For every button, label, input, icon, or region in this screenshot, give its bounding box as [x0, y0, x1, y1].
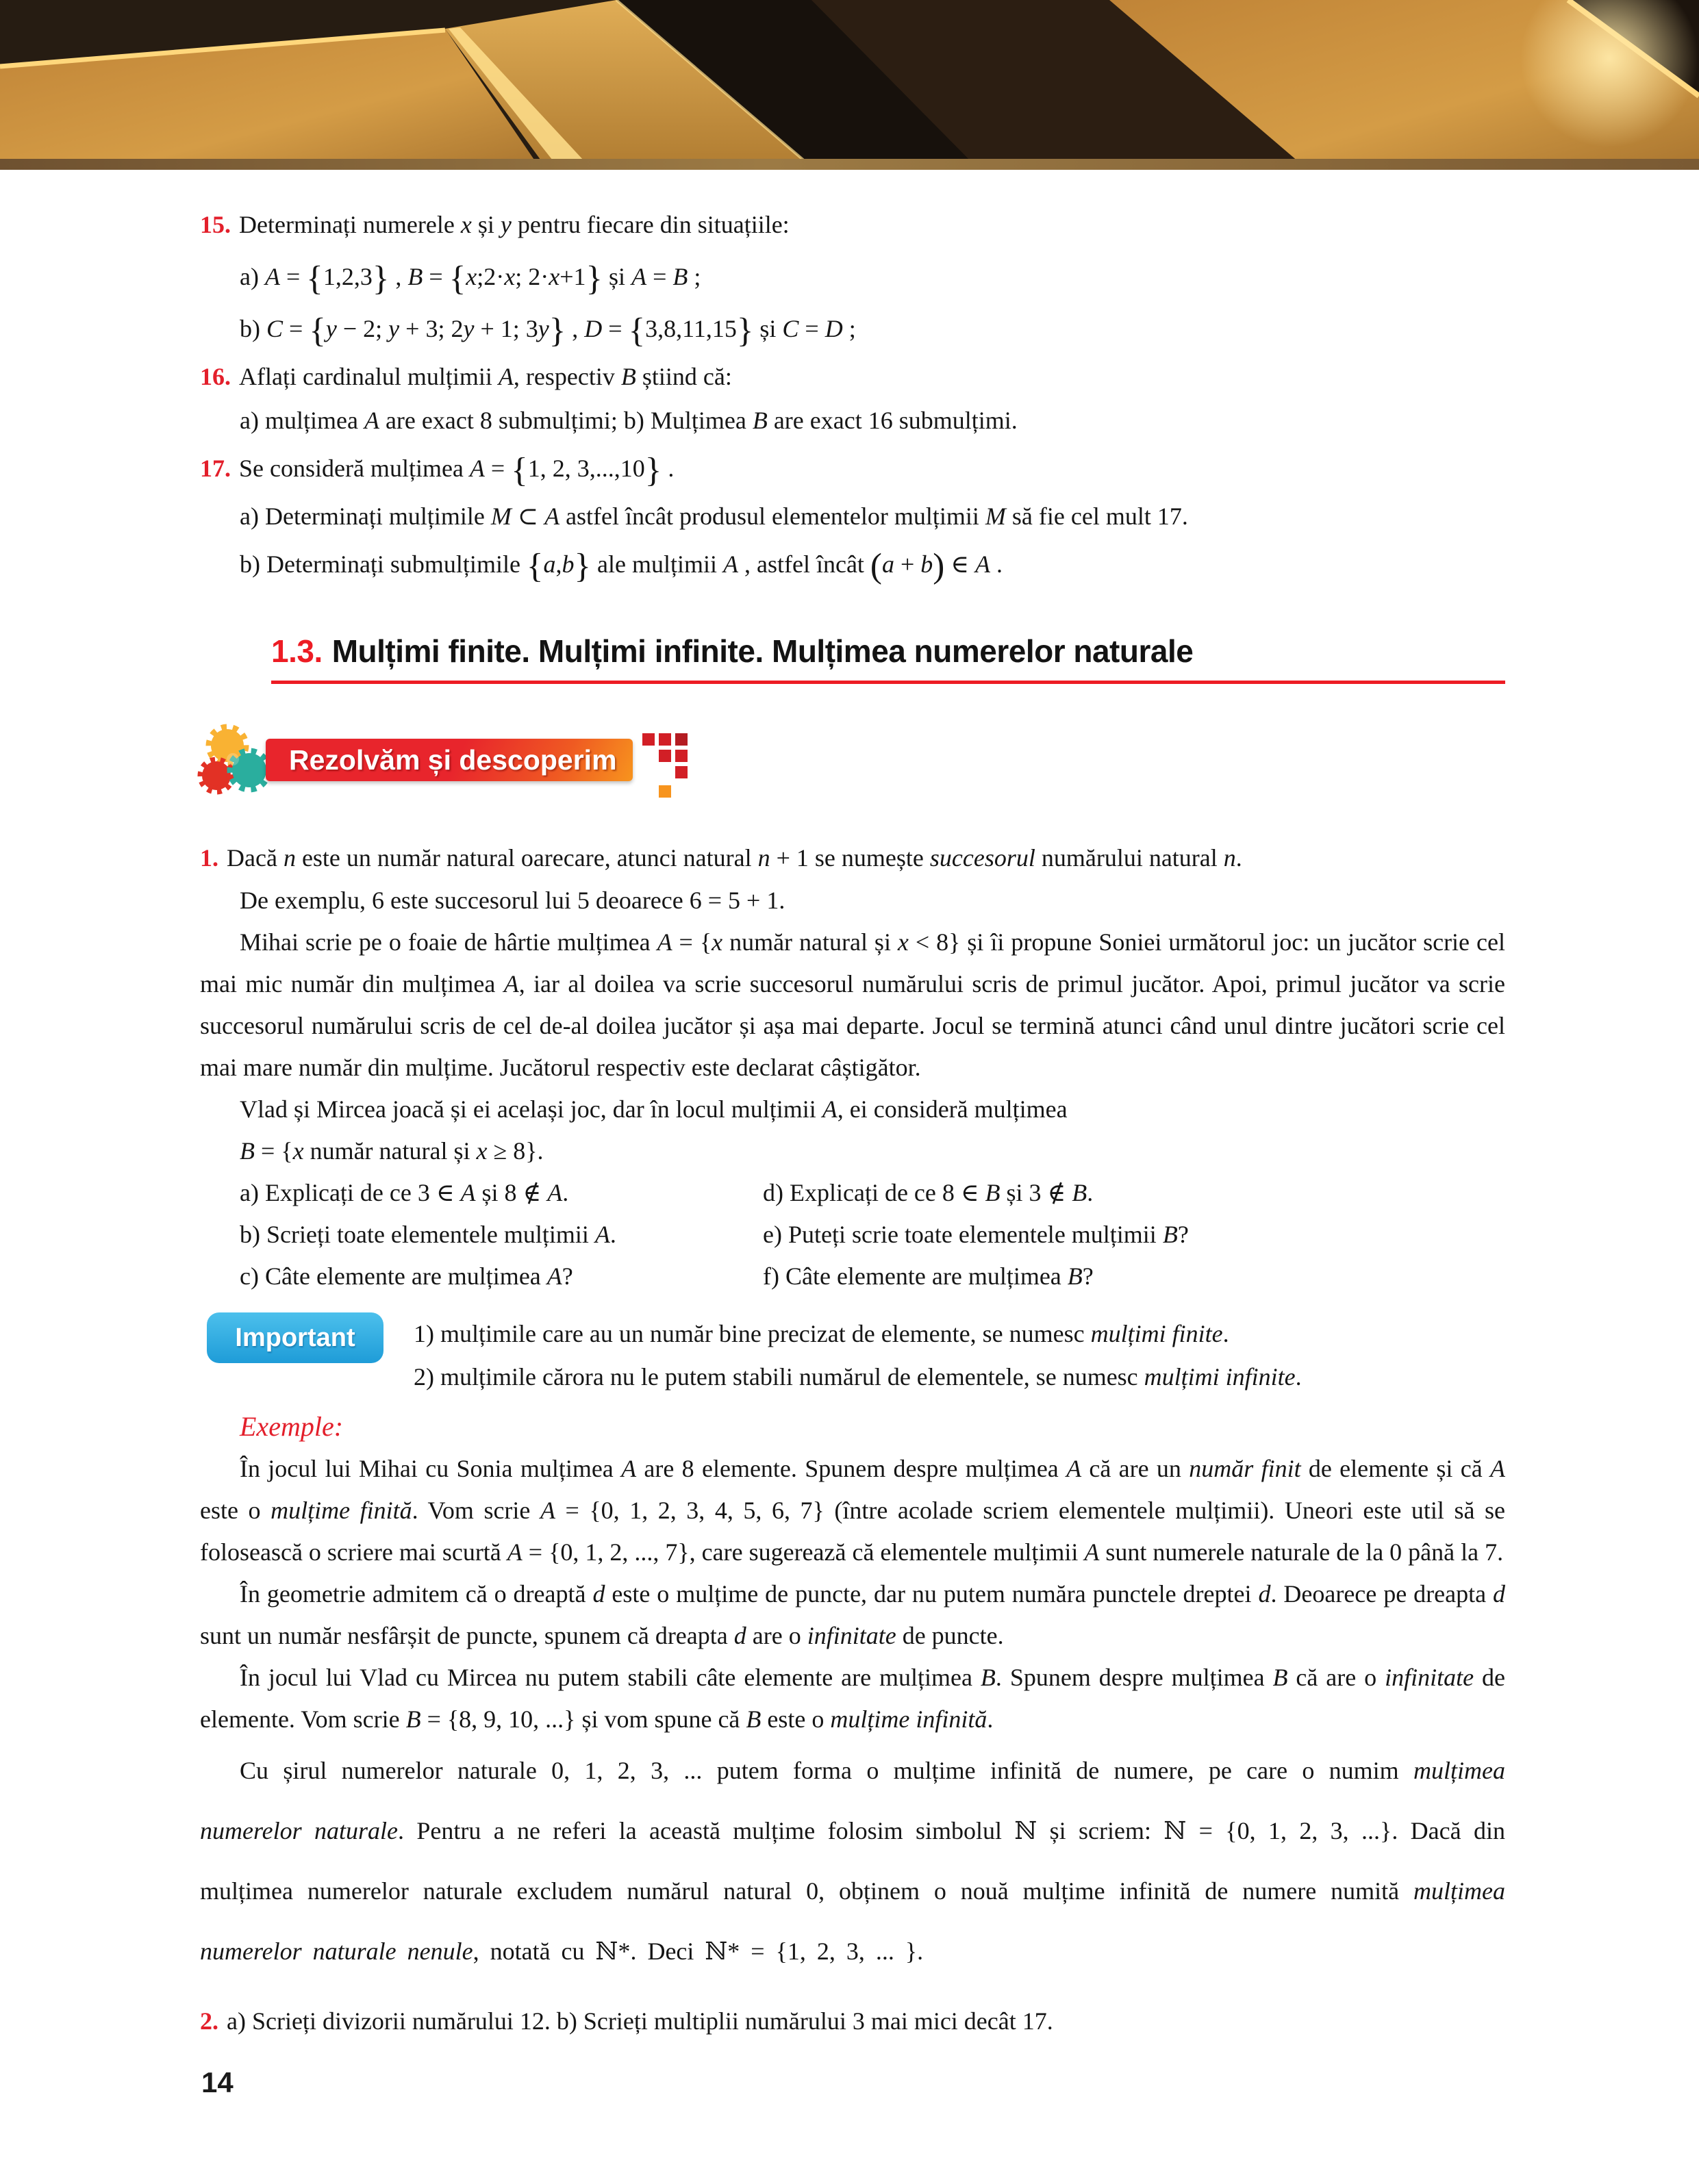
paragraph-geometry-line	[200, 1573, 1505, 1657]
text-run: 3,8,11,15	[645, 315, 737, 342]
text-run: , iar al doilea va scrie succesorul numărului scris de primul jucător. Apoi, primul jucător va scrie succesorul numărului scris de cel de-al doilea jucător și așa mai departe. Jocul se termină atunci când unul dintre jucători scrie cel mai mare număr din mulțime. Jucătorul respectiv este declarat câștigător.	[200, 970, 1505, 1081]
text-run: de puncte.	[896, 1622, 1004, 1649]
section-number: 1.3.	[271, 633, 323, 669]
exercise-text	[227, 2007, 1053, 2035]
text-run: A	[631, 263, 647, 290]
text-run: a) Scrieți divizorii numărului 12. b) Scrieți multiplii numărului 3 mai mici decât 17.	[227, 2007, 1053, 2035]
text-run: .	[1295, 1363, 1302, 1391]
text-run: ?	[1177, 1221, 1189, 1248]
problem-2	[200, 1999, 1505, 2043]
text-run: = {8, 9, 10, ...} și vom spune că	[420, 1705, 746, 1733]
text-run: a) mulțimea	[240, 407, 364, 434]
text-run: x	[292, 1137, 304, 1165]
text-run: − 2;	[336, 315, 389, 342]
text-run: Mihai scrie pe o foaie de hârtie mulțimea	[240, 928, 657, 956]
text-run: +	[894, 550, 921, 578]
text-run: este o	[200, 1497, 271, 1524]
exercise-text	[239, 211, 790, 238]
text-run: mulțimea numerelor naturale nenule	[200, 1877, 1505, 1965]
text-run: B	[1162, 1221, 1178, 1248]
text-run: infinitate	[807, 1622, 896, 1649]
text-run: M	[490, 503, 512, 530]
text-run: sunt numerele naturale de la 0 până la 7.	[1099, 1538, 1504, 1566]
text-run: a) Determinați mulțimile	[240, 503, 491, 530]
text-run: D	[584, 315, 603, 342]
text-run: n	[757, 844, 770, 872]
text-run: d	[1493, 1580, 1505, 1608]
text-run: e) Puteți scrie toate elementele mulțimii	[763, 1221, 1163, 1248]
text-run: .	[662, 455, 675, 482]
text-run: În jocul lui Mihai cu Sonia mulțimea	[240, 1455, 622, 1482]
text-run: x	[549, 263, 560, 290]
text-run: A	[1066, 1455, 1082, 1482]
text-run: ?	[1082, 1262, 1094, 1290]
text-run: de elemente și că	[1300, 1455, 1491, 1482]
text-run: C	[266, 315, 284, 342]
text-run: =	[602, 315, 629, 342]
text-run: + 3; 2	[399, 315, 464, 342]
text-run: + 1; 3	[474, 315, 538, 342]
text-run: D	[825, 315, 843, 342]
text-run: , respectiv	[513, 363, 621, 390]
text-run: {	[309, 311, 326, 351]
text-run: {	[511, 450, 528, 490]
text-run: Vlad și Mircea joacă și ei același joc, dar în locul mulțimii	[240, 1095, 822, 1123]
text-run: Aflați cardinalul mulțimii	[239, 363, 499, 390]
golden-cubes-header-image	[0, 0, 1699, 170]
text-run: ≥ 8}.	[487, 1137, 544, 1165]
text-run: , notată cu ℕ*. Deci ℕ* = {1, 2, 3, ... }.	[473, 1938, 924, 1965]
text-run: numărului natural	[1035, 844, 1224, 872]
problem-1-example-line	[200, 880, 1505, 922]
text-run: b)	[240, 315, 266, 342]
paragraph-natural-numbers	[200, 1740, 1505, 1981]
question-d	[763, 1172, 1505, 1214]
important-block	[200, 1312, 1505, 1399]
text-run: x	[460, 211, 472, 238]
text-run: (	[870, 546, 882, 586]
text-run: n	[283, 844, 296, 872]
paragraph-vlad-mircea	[200, 1089, 1505, 1130]
text-run: {	[449, 259, 466, 299]
text-run: are exact 8 submulțimi; b) Mulțimea	[379, 407, 753, 434]
text-run: B	[1067, 1262, 1083, 1290]
text-run: A	[544, 503, 560, 530]
text-run: d	[592, 1580, 605, 1608]
text-run: B	[746, 1705, 762, 1733]
text-run: și	[753, 315, 783, 342]
text-run: A	[974, 550, 990, 578]
text-run: C	[782, 315, 799, 342]
text-run: are o	[746, 1622, 807, 1649]
paragraph-finite-set-example	[200, 1448, 1505, 1573]
exercise-16-items-ab	[200, 398, 1505, 442]
text-run: A	[621, 1455, 637, 1482]
text-run: x	[466, 263, 477, 290]
text-run: +1	[559, 263, 586, 290]
text-run: A	[546, 1262, 562, 1290]
text-run: {	[306, 259, 323, 299]
text-run: B	[407, 263, 423, 290]
text-run: este o	[761, 1705, 831, 1733]
text-run: y	[388, 315, 400, 342]
text-run: are 8 elemente. Spunem despre mulțimea	[636, 1455, 1067, 1482]
text-run: < 8} și îi propune Soniei următorul joc: un jucător scrie cel mai mic număr din mulțimea	[200, 928, 1505, 998]
text-run: b) Determinați submulțimile	[240, 550, 527, 578]
text-run: ∈	[944, 550, 975, 578]
text-run: =	[484, 455, 512, 482]
text-run: și 8 ∉	[475, 1179, 548, 1206]
text-run: mulțime infinită	[830, 1705, 987, 1733]
text-run: că are o	[1287, 1664, 1385, 1691]
text-run: știind că:	[635, 363, 732, 390]
text-run: b	[920, 550, 933, 578]
exercise-text	[239, 363, 732, 390]
text-run: Determinați numerele	[239, 211, 461, 238]
text-run: A	[1084, 1538, 1100, 1566]
examples-label: Exemple:	[240, 1411, 344, 1442]
text-run: b) Scrieți toate elementele mulțimii	[240, 1221, 595, 1248]
text-run: B	[1272, 1664, 1288, 1691]
solve-badge-label: Rezolvăm și descoperim	[289, 744, 617, 776]
text-run: x	[897, 928, 909, 956]
text-run: =	[798, 315, 825, 342]
text-run: mulțimi finite	[1090, 1320, 1223, 1347]
set-b-definition-line	[200, 1130, 1505, 1172]
text-run: A	[507, 1538, 523, 1566]
question-a	[200, 1172, 763, 1214]
text-run: astfel încât produsul elementelor mulțimii	[559, 503, 985, 530]
text-run: {	[628, 311, 646, 351]
text-run: A	[498, 363, 514, 390]
text-run: = {	[255, 1137, 293, 1165]
section-title: Mulțimi finite. Mulțimi infinite. Mulțimea numerelor naturale	[331, 633, 1194, 669]
text-run: , ei consideră mulțimea	[837, 1095, 1068, 1123]
text-run: M	[985, 503, 1006, 530]
text-run: și	[603, 263, 632, 290]
text-run: }	[574, 546, 592, 586]
text-run: . Spunem despre mulțimea	[995, 1664, 1273, 1691]
pixel-squares-icon	[642, 733, 697, 804]
text-run: număr natural și	[722, 928, 898, 956]
text-run: ?	[562, 1262, 573, 1290]
text-run: . Deoarece pe dreapta	[1270, 1580, 1493, 1608]
text-run: are exact 16 submulțimi.	[767, 407, 1018, 434]
text-run: A	[594, 1221, 610, 1248]
text-run: B	[405, 1705, 421, 1733]
text-run: A	[460, 1179, 476, 1206]
important-badge	[207, 1312, 383, 1363]
text-run: }	[736, 311, 754, 351]
text-run: B	[240, 1137, 255, 1165]
text-run: De exemplu, 6 este succesorul lui 5 deoarece 6 = 5 + 1.	[240, 887, 785, 914]
text-run: pentru fiecare din situațiile:	[511, 211, 790, 238]
text-run: În geometrie admitem că o dreaptă	[240, 1580, 593, 1608]
solve-discover-badge	[200, 724, 1505, 800]
text-run: a) Explicați de ce 3 ∈	[240, 1179, 461, 1206]
text-run: A	[469, 455, 485, 482]
text-run: B	[752, 407, 768, 434]
text-run: ale mulțimii	[591, 550, 723, 578]
text-run: x	[712, 928, 723, 956]
problem-1	[200, 836, 1505, 880]
text-run: .	[609, 1221, 616, 1248]
text-run: y	[538, 315, 549, 342]
text-run: A	[723, 550, 738, 578]
text-run: }	[644, 450, 662, 490]
text-run: 1) mulțimile care au un număr bine precizat de elemente, se numesc	[414, 1320, 1091, 1347]
text-run: 2) mulțimile cărora nu le putem stabili numărul de elementele, se numesc	[414, 1363, 1144, 1391]
text-run: ; 2·	[515, 263, 549, 290]
text-run: și 3 ∉	[1000, 1179, 1072, 1206]
text-run: b	[562, 550, 575, 578]
text-run: 1,2,3	[323, 263, 373, 290]
text-run: ;	[842, 315, 856, 342]
text-run: Se consideră mulțimea	[239, 455, 470, 482]
text-run: A	[364, 407, 379, 434]
text-run: .	[1087, 1179, 1094, 1206]
page-footer	[200, 2066, 1505, 2099]
text-run: x	[476, 1137, 488, 1165]
text-run: a	[881, 550, 894, 578]
text-run: . Vom scrie	[412, 1497, 540, 1524]
text-run: de elemente. Vom scrie	[200, 1664, 1505, 1733]
text-run: număr natural și	[303, 1137, 477, 1165]
exercise-text	[227, 844, 1242, 872]
text-run: }	[372, 259, 390, 299]
question-b	[200, 1214, 763, 1256]
text-run: }	[586, 259, 603, 299]
paragraph-mihai-game	[200, 922, 1505, 1089]
page-content	[200, 170, 1505, 2099]
paragraph-infinite-set-example	[200, 1657, 1505, 1740]
text-run: = {	[672, 928, 712, 956]
question-c	[200, 1256, 763, 1297]
text-run: sunt un număr nesfârșit de puncte, spunem că dreapta	[200, 1622, 734, 1649]
exercise-17	[200, 442, 1505, 494]
exercise-17-item-a	[200, 494, 1505, 538]
text-run: =	[279, 263, 307, 290]
text-run: B	[620, 363, 636, 390]
text-run: , astfel încât	[738, 550, 870, 578]
important-notes	[383, 1312, 1505, 1399]
text-run: d	[1258, 1580, 1271, 1608]
exercise-number: 16.	[200, 363, 231, 390]
text-run: A	[540, 1497, 555, 1524]
text-run: )	[933, 546, 945, 586]
text-run: A	[503, 970, 519, 998]
exercise-15-item-a	[200, 251, 1505, 303]
section-heading	[271, 633, 1505, 684]
text-run: .	[987, 1705, 994, 1733]
text-run: c) Câte elemente are mulțimea	[240, 1262, 547, 1290]
text-run: a)	[240, 263, 265, 290]
exercise-text	[239, 450, 675, 490]
text-run: A	[264, 263, 280, 290]
text-run: infinitate	[1385, 1664, 1474, 1691]
text-run: A	[1490, 1455, 1506, 1482]
text-run: f) Câte elemente are mulțimea	[763, 1262, 1068, 1290]
text-run: . Pentru a ne referi la această mulțime folosim simbolul ℕ și scriem: ℕ = {0, 1, 2, 3, ...}. Dacă din mulțimea numerelor naturale excludem numărul natural 0, obținem o nouă mulțime infinită de numere numită	[200, 1817, 1505, 1905]
important-badge-label: Important	[235, 1323, 355, 1352]
exercise-15	[200, 199, 1505, 251]
text-run: = {0, 1, 2, ..., 7}, care sugerează că elementele mulțimii	[522, 1538, 1085, 1566]
text-run: ,	[566, 315, 585, 342]
text-run: ,	[389, 263, 408, 290]
text-run: 1, 2, 3,...,10	[527, 455, 645, 482]
solve-badge-bar	[266, 739, 633, 781]
text-run: ;	[688, 263, 701, 290]
text-run: Cu șirul numerelor naturale 0, 1, 2, 3, ... putem forma o mulțime infinită de numere, pe care o numim	[240, 1757, 1414, 1784]
exercise-17-item-b	[200, 538, 1505, 590]
text-run: și	[471, 211, 501, 238]
header-bottom-strip	[0, 159, 1699, 170]
text-run: d	[733, 1622, 746, 1649]
question-f	[763, 1256, 1505, 1297]
text-run: }	[549, 311, 566, 351]
text-run: este un număr natural oarecare, atunci natural	[295, 844, 758, 872]
text-run: A	[657, 928, 672, 956]
exercise-number: 1.	[200, 844, 218, 872]
exercise-number: 15.	[200, 211, 231, 238]
text-run: ,	[555, 550, 562, 578]
text-run: y	[500, 211, 512, 238]
exercise-15-item-b	[200, 303, 1505, 355]
text-run: succesorul	[929, 844, 1035, 872]
text-run: {	[526, 546, 544, 586]
text-run: ⊂	[511, 503, 545, 530]
text-run: număr finit	[1189, 1455, 1301, 1482]
text-run: mulțime finită	[270, 1497, 412, 1524]
text-run: să fie cel mult 17.	[1005, 503, 1188, 530]
text-run: .	[1222, 1320, 1229, 1347]
text-run: d) Explicați de ce 8 ∈	[763, 1179, 985, 1206]
text-run: = {0, 1, 2, 3, 4, 5, 6, 7} (între acolade scriem elementele mulțimii). Uneori este util să se folosească o scriere mai scurtă	[200, 1497, 1505, 1566]
exercise-number: 17.	[200, 455, 231, 482]
text-run: B	[1072, 1179, 1087, 1206]
text-run: a	[543, 550, 556, 578]
text-run: .	[1235, 844, 1242, 872]
text-run: B	[672, 263, 688, 290]
text-run: B	[985, 1179, 1000, 1206]
text-run: y	[325, 315, 337, 342]
question-e	[763, 1214, 1505, 1256]
questions-two-columns	[200, 1172, 1505, 1297]
text-run: y	[463, 315, 475, 342]
text-run: A	[547, 1179, 563, 1206]
text-run: n	[1223, 844, 1236, 872]
important-note-1	[414, 1312, 1505, 1356]
text-run: =	[646, 263, 673, 290]
text-run: mulțimea numerelor naturale	[200, 1757, 1505, 1844]
exercise-16	[200, 355, 1505, 398]
text-run: .	[990, 550, 1003, 578]
text-run: =	[283, 315, 310, 342]
text-run: În jocul lui Vlad cu Mircea nu putem stabili câte elemente are mulțimea	[240, 1664, 981, 1691]
text-run: este o mulțime de puncte, dar nu putem număra punctele dreptei	[605, 1580, 1259, 1608]
text-run: Dacă	[227, 844, 284, 872]
important-note-2	[414, 1356, 1505, 1399]
exercise-number: 2.	[200, 2007, 218, 2035]
text-run: mulțimi infinite	[1144, 1363, 1296, 1391]
text-run: x	[504, 263, 516, 290]
text-run: ;2·	[477, 263, 505, 290]
text-run: =	[423, 263, 449, 290]
text-run: că are un	[1081, 1455, 1190, 1482]
text-run: + 1 se numește	[770, 844, 930, 872]
text-run: A	[822, 1095, 838, 1123]
text-run: B	[980, 1664, 996, 1691]
text-run: .	[562, 1179, 569, 1206]
page-number: 14	[201, 2066, 234, 2098]
